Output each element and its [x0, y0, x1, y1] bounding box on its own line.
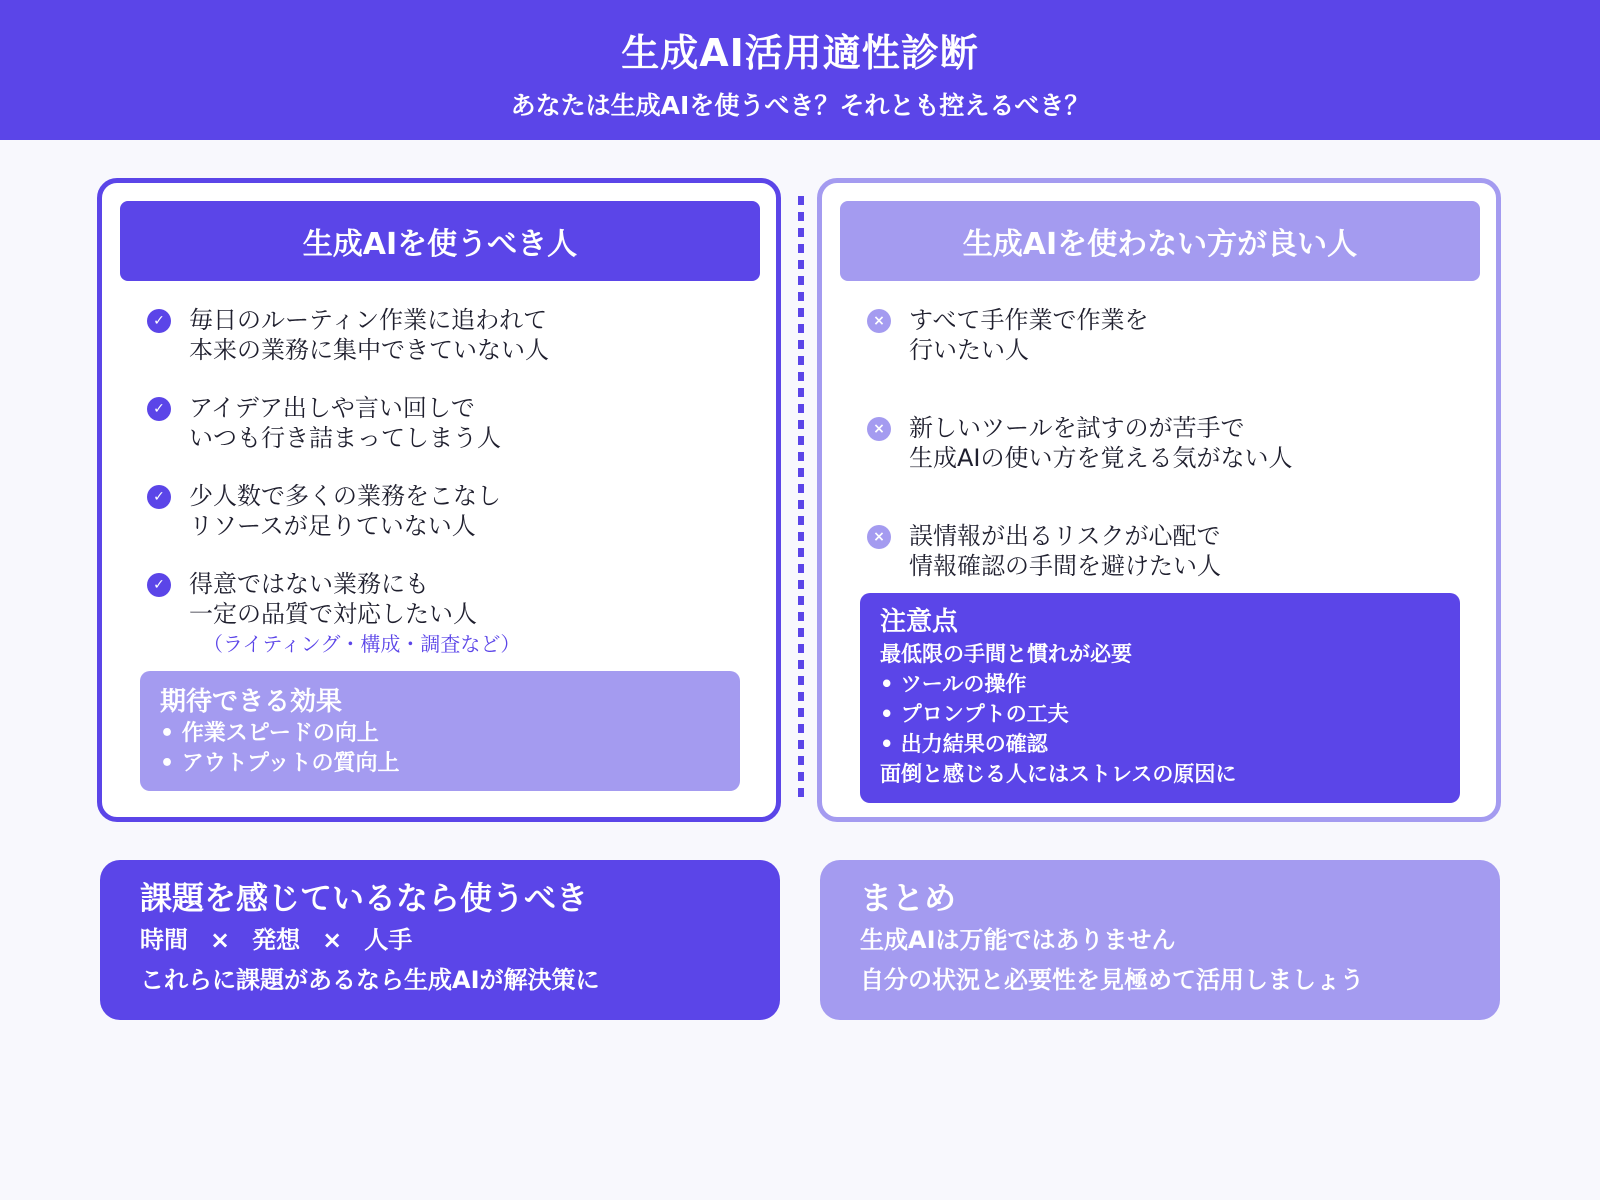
- list-item-line: 得意ではない業務にも: [189, 570, 429, 598]
- caution-line: • 出力結果の確認: [880, 732, 1048, 756]
- summary-line: 自分の状況と必要性を見極めて活用しましょう: [860, 966, 1364, 994]
- caution-title: 注意点: [880, 607, 959, 637]
- multiply-sign: ×: [210, 926, 231, 954]
- check-icon: ✓: [147, 397, 171, 421]
- keyword-people: 人手: [364, 926, 413, 954]
- check-icon: ✓: [147, 573, 171, 597]
- list-item-line: すべて手作業で作業を: [909, 306, 1149, 334]
- recommended-panel-title: 生成AIを使うべき人: [120, 201, 760, 281]
- summary-box: [820, 860, 1500, 1020]
- x-icon: ×: [867, 525, 891, 549]
- list-item-line: アイデア出しや言い回しで: [189, 394, 475, 422]
- keyword-idea: 発想: [252, 926, 301, 954]
- challenge-keywords: [140, 920, 740, 960]
- list-item-line: 少人数で多くの業務をこなし: [189, 482, 501, 510]
- list-item-line: リソースが足りていない人: [189, 512, 476, 540]
- caution-box: [860, 593, 1460, 803]
- multiply-sign: ×: [322, 926, 343, 954]
- list-item-line: 新しいツールを試すのが苦手で: [909, 414, 1245, 442]
- keyword-time: 時間: [140, 926, 188, 954]
- caution-line: 面倒と感じる人にはストレスの原因に: [880, 762, 1237, 786]
- page-title: 生成AI活用適性診断: [621, 31, 979, 75]
- list-item-line: 毎日のルーティン作業に追われて: [189, 306, 548, 334]
- x-icon: ×: [867, 309, 891, 333]
- page-subtitle: あなたは生成AIを使うべき？それとも控えるべき？: [510, 91, 1090, 120]
- use-if-challenged-box: [100, 860, 780, 1020]
- dotted-divider: [797, 196, 805, 800]
- list-item-line: 情報確認の手間を避けたい人: [909, 552, 1221, 580]
- list-item-line: 生成AIの使い方を覚える気がない人: [909, 444, 1293, 472]
- x-icon: ×: [867, 417, 891, 441]
- recommended-panel: [97, 178, 781, 822]
- list-item-note: （ライティング・構成・調査など）: [203, 632, 521, 656]
- expected-effect-line: • アウトプットの質向上: [160, 751, 400, 776]
- list-item-line: 本来の業務に集中できていない人: [189, 336, 549, 364]
- caution-line: • ツールの操作: [880, 672, 1027, 696]
- list-item-line: いつも行き詰まってしまう人: [189, 424, 501, 452]
- not-recommended-panel: [817, 178, 1501, 822]
- not-recommended-panel-title: 生成AIを使わない方が良い人: [840, 201, 1480, 281]
- caution-line: • プロンプトの工夫: [880, 702, 1069, 726]
- summary-title: まとめ: [860, 879, 957, 917]
- list-item-line: 誤情報が出るリスクが心配で: [909, 522, 1221, 550]
- header-banner: [0, 0, 1600, 140]
- expected-effects-title: 期待できる効果: [160, 687, 343, 717]
- use-if-challenged-line: これらに課題があるなら生成AIが解決策に: [140, 966, 600, 994]
- expected-effect-line: • 作業スピードの向上: [160, 721, 379, 746]
- check-icon: ✓: [147, 485, 171, 509]
- list-item-line: 行いたい人: [909, 336, 1029, 364]
- list-item-line: 一定の品質で対応したい人: [189, 600, 477, 628]
- check-icon: ✓: [147, 309, 171, 333]
- expected-effects-box: [140, 671, 740, 791]
- use-if-challenged-title: 課題を感じているなら使うべき: [140, 879, 589, 917]
- caution-line: 最低限の手間と慣れが必要: [880, 642, 1132, 666]
- summary-line: 生成AIは万能ではありません: [860, 926, 1176, 954]
